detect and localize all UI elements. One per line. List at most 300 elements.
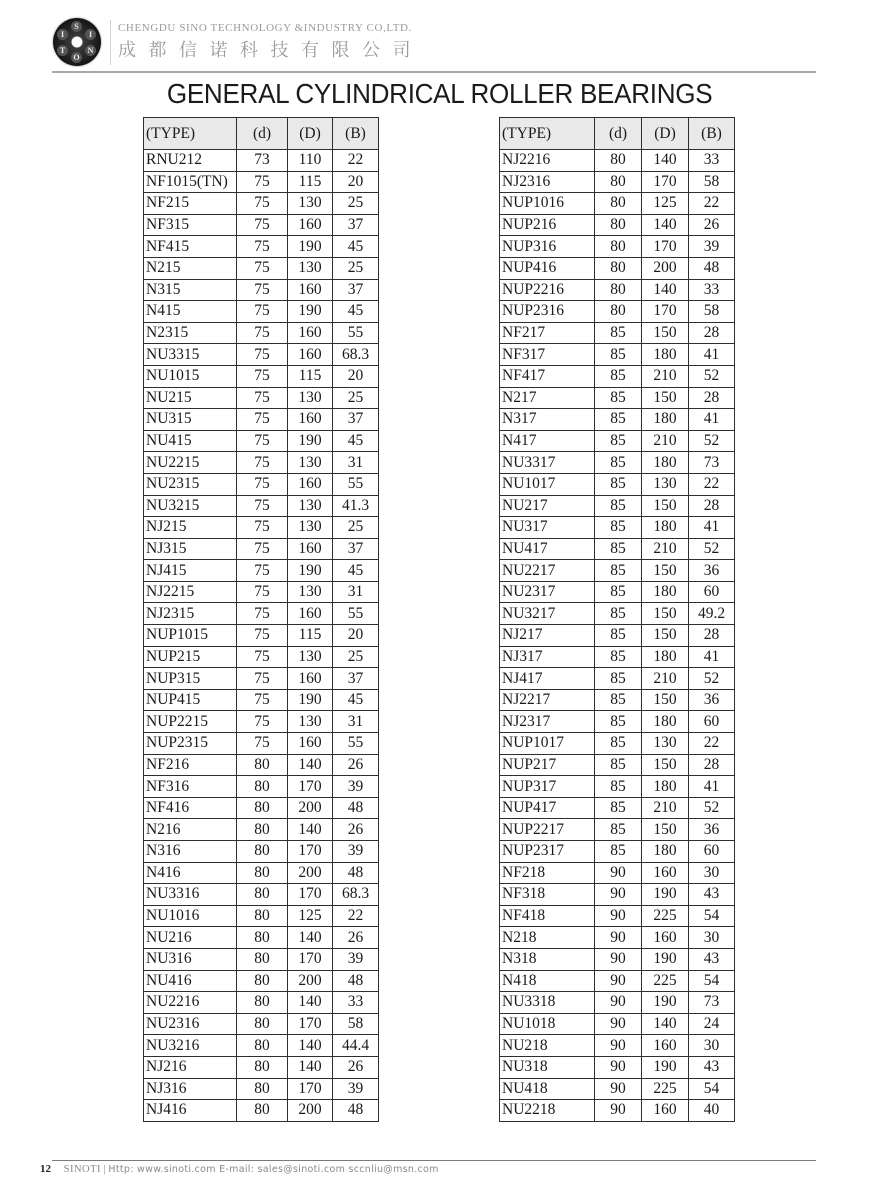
cell-type: NF1015(TN) bbox=[144, 171, 237, 193]
table-row bbox=[144, 214, 379, 236]
cell-width: 45 bbox=[333, 236, 379, 258]
cell-type: NUP1015 bbox=[144, 625, 237, 647]
cell-inner-diameter: 80 bbox=[595, 301, 642, 323]
table-row bbox=[500, 257, 735, 279]
table-row bbox=[500, 1013, 735, 1035]
cell-inner-diameter: 85 bbox=[595, 560, 642, 582]
cell-outer-diameter: 130 bbox=[288, 257, 333, 279]
cell-width: 73 bbox=[689, 452, 735, 474]
table-row bbox=[500, 193, 735, 215]
cell-type: NU215 bbox=[144, 387, 237, 409]
table-row bbox=[144, 581, 379, 603]
table-row bbox=[500, 430, 735, 452]
cell-outer-diameter: 160 bbox=[288, 668, 333, 690]
cell-inner-diameter: 85 bbox=[595, 776, 642, 798]
cell-outer-diameter: 150 bbox=[642, 603, 689, 625]
cell-inner-diameter: 75 bbox=[237, 560, 288, 582]
cell-type: NU2316 bbox=[144, 1013, 237, 1035]
logo-ball: S bbox=[71, 21, 82, 32]
table-row bbox=[144, 927, 379, 949]
cell-type: N2315 bbox=[144, 322, 237, 344]
cell-inner-diameter: 75 bbox=[237, 214, 288, 236]
cell-width: 41 bbox=[689, 409, 735, 431]
column-header-width: (B) bbox=[689, 118, 735, 150]
cell-width: 36 bbox=[689, 689, 735, 711]
table-row bbox=[500, 409, 735, 431]
cell-inner-diameter: 85 bbox=[595, 409, 642, 431]
cell-width: 58 bbox=[689, 171, 735, 193]
cell-type: NJ417 bbox=[500, 668, 595, 690]
cell-width: 28 bbox=[689, 625, 735, 647]
cell-type: NJ315 bbox=[144, 538, 237, 560]
cell-width: 55 bbox=[333, 603, 379, 625]
cell-outer-diameter: 160 bbox=[288, 473, 333, 495]
cell-inner-diameter: 75 bbox=[237, 603, 288, 625]
cell-inner-diameter: 85 bbox=[595, 625, 642, 647]
cell-outer-diameter: 160 bbox=[642, 1100, 689, 1122]
cell-inner-diameter: 80 bbox=[595, 214, 642, 236]
cell-inner-diameter: 85 bbox=[595, 344, 642, 366]
cell-width: 48 bbox=[333, 970, 379, 992]
table-row bbox=[500, 884, 735, 906]
page-title: GENERAL CYLINDRICAL ROLLER BEARINGS bbox=[166, 78, 713, 109]
column-header-width: (B) bbox=[333, 118, 379, 150]
cell-outer-diameter: 140 bbox=[288, 1056, 333, 1078]
cell-type: NF318 bbox=[500, 884, 595, 906]
cell-outer-diameter: 200 bbox=[288, 1100, 333, 1122]
table-row bbox=[144, 646, 379, 668]
cell-width: 48 bbox=[333, 862, 379, 884]
cell-outer-diameter: 200 bbox=[642, 257, 689, 279]
cell-inner-diameter: 80 bbox=[595, 236, 642, 258]
cell-outer-diameter: 140 bbox=[288, 754, 333, 776]
cell-width: 20 bbox=[333, 625, 379, 647]
cell-type: NU3216 bbox=[144, 1035, 237, 1057]
cell-width: 52 bbox=[689, 668, 735, 690]
cell-inner-diameter: 75 bbox=[237, 711, 288, 733]
cell-width: 45 bbox=[333, 430, 379, 452]
cell-width: 22 bbox=[689, 473, 735, 495]
logo-ball: I bbox=[57, 29, 68, 40]
table-row bbox=[144, 1100, 379, 1122]
cell-type: NU3315 bbox=[144, 344, 237, 366]
table-row bbox=[500, 754, 735, 776]
cell-width: 31 bbox=[333, 452, 379, 474]
cell-inner-diameter: 90 bbox=[595, 1056, 642, 1078]
cell-width: 36 bbox=[689, 560, 735, 582]
cell-type: NU216 bbox=[144, 927, 237, 949]
cell-inner-diameter: 85 bbox=[595, 646, 642, 668]
cell-type: NF316 bbox=[144, 776, 237, 798]
cell-type: NF317 bbox=[500, 344, 595, 366]
cell-outer-diameter: 190 bbox=[642, 992, 689, 1014]
cell-width: 52 bbox=[689, 538, 735, 560]
cell-type: NU416 bbox=[144, 970, 237, 992]
cell-type: NU1018 bbox=[500, 1013, 595, 1035]
cell-inner-diameter: 75 bbox=[237, 236, 288, 258]
cell-inner-diameter: 85 bbox=[595, 841, 642, 863]
cell-inner-diameter: 85 bbox=[595, 733, 642, 755]
cell-type: NU2218 bbox=[500, 1100, 595, 1122]
cell-inner-diameter: 75 bbox=[237, 646, 288, 668]
column-header-type: (TYPE) bbox=[144, 118, 237, 150]
cell-width: 37 bbox=[333, 279, 379, 301]
cell-width: 33 bbox=[333, 992, 379, 1014]
table-row bbox=[500, 1100, 735, 1122]
cell-type: NJ215 bbox=[144, 517, 237, 539]
cell-outer-diameter: 180 bbox=[642, 452, 689, 474]
cell-outer-diameter: 190 bbox=[288, 236, 333, 258]
column-header-inner-diameter: (d) bbox=[595, 118, 642, 150]
cell-type: NJ2216 bbox=[500, 150, 595, 172]
cell-width: 45 bbox=[333, 689, 379, 711]
cell-inner-diameter: 80 bbox=[237, 1100, 288, 1122]
cell-inner-diameter: 90 bbox=[595, 992, 642, 1014]
cell-type: N216 bbox=[144, 819, 237, 841]
cell-inner-diameter: 85 bbox=[595, 754, 642, 776]
cell-outer-diameter: 140 bbox=[288, 819, 333, 841]
cell-type: NF418 bbox=[500, 905, 595, 927]
table-row bbox=[500, 495, 735, 517]
cell-inner-diameter: 80 bbox=[237, 1013, 288, 1035]
column-header-type: (TYPE) bbox=[500, 118, 595, 150]
cell-width: 54 bbox=[689, 905, 735, 927]
cell-type: NUP416 bbox=[500, 257, 595, 279]
cell-type: RNU212 bbox=[144, 150, 237, 172]
cell-type: N218 bbox=[500, 927, 595, 949]
cell-outer-diameter: 210 bbox=[642, 668, 689, 690]
cell-outer-diameter: 140 bbox=[288, 992, 333, 1014]
table-row bbox=[500, 948, 735, 970]
cell-width: 20 bbox=[333, 365, 379, 387]
cell-outer-diameter: 170 bbox=[288, 841, 333, 863]
table-row bbox=[144, 992, 379, 1014]
table-row bbox=[500, 365, 735, 387]
cell-outer-diameter: 180 bbox=[642, 581, 689, 603]
cell-inner-diameter: 90 bbox=[595, 1035, 642, 1057]
cell-width: 39 bbox=[333, 948, 379, 970]
cell-width: 28 bbox=[689, 322, 735, 344]
cell-width: 25 bbox=[333, 257, 379, 279]
cell-type: NJ317 bbox=[500, 646, 595, 668]
cell-outer-diameter: 210 bbox=[642, 365, 689, 387]
cell-type: NF415 bbox=[144, 236, 237, 258]
table-row bbox=[500, 711, 735, 733]
cell-type: NU217 bbox=[500, 495, 595, 517]
cell-type: NU415 bbox=[144, 430, 237, 452]
cell-type: NJ2217 bbox=[500, 689, 595, 711]
cell-width: 39 bbox=[333, 776, 379, 798]
table-row bbox=[144, 711, 379, 733]
table-row bbox=[144, 171, 379, 193]
cell-outer-diameter: 160 bbox=[642, 862, 689, 884]
company-name-chinese: 成都信诺科技有限公司 bbox=[118, 40, 423, 61]
cell-width: 60 bbox=[689, 581, 735, 603]
table-row bbox=[144, 1035, 379, 1057]
cell-type: NUP215 bbox=[144, 646, 237, 668]
cell-outer-diameter: 180 bbox=[642, 409, 689, 431]
table-row bbox=[500, 344, 735, 366]
cell-inner-diameter: 80 bbox=[237, 927, 288, 949]
cell-outer-diameter: 200 bbox=[288, 797, 333, 819]
cell-inner-diameter: 85 bbox=[595, 430, 642, 452]
cell-outer-diameter: 180 bbox=[642, 776, 689, 798]
cell-type: NJ216 bbox=[144, 1056, 237, 1078]
table-header-row bbox=[144, 118, 379, 150]
table-row bbox=[144, 257, 379, 279]
cell-inner-diameter: 85 bbox=[595, 711, 642, 733]
cell-outer-diameter: 190 bbox=[288, 430, 333, 452]
cell-outer-diameter: 160 bbox=[288, 344, 333, 366]
cell-type: NJ316 bbox=[144, 1078, 237, 1100]
cell-width: 30 bbox=[689, 862, 735, 884]
cell-inner-diameter: 85 bbox=[595, 538, 642, 560]
cell-type: NF217 bbox=[500, 322, 595, 344]
cell-inner-diameter: 90 bbox=[595, 862, 642, 884]
cell-width: 52 bbox=[689, 430, 735, 452]
cell-outer-diameter: 150 bbox=[642, 754, 689, 776]
cell-outer-diameter: 170 bbox=[288, 1078, 333, 1100]
cell-inner-diameter: 75 bbox=[237, 344, 288, 366]
cell-type: NJ2315 bbox=[144, 603, 237, 625]
table-row bbox=[144, 560, 379, 582]
cell-inner-diameter: 80 bbox=[237, 1056, 288, 1078]
cell-type: NU3215 bbox=[144, 495, 237, 517]
cell-outer-diameter: 150 bbox=[642, 689, 689, 711]
cell-outer-diameter: 200 bbox=[288, 862, 333, 884]
cell-inner-diameter: 80 bbox=[237, 948, 288, 970]
table-row bbox=[144, 1056, 379, 1078]
cell-outer-diameter: 130 bbox=[288, 517, 333, 539]
cell-width: 73 bbox=[689, 992, 735, 1014]
cell-width: 55 bbox=[333, 322, 379, 344]
cell-inner-diameter: 80 bbox=[595, 150, 642, 172]
cell-inner-diameter: 90 bbox=[595, 970, 642, 992]
cell-type: NU3217 bbox=[500, 603, 595, 625]
table-row bbox=[500, 387, 735, 409]
table-row bbox=[144, 150, 379, 172]
cell-width: 24 bbox=[689, 1013, 735, 1035]
cell-type: NU3317 bbox=[500, 452, 595, 474]
table-row bbox=[500, 171, 735, 193]
table-row bbox=[500, 603, 735, 625]
cell-type: N418 bbox=[500, 970, 595, 992]
cell-outer-diameter: 140 bbox=[642, 279, 689, 301]
cell-width: 28 bbox=[689, 387, 735, 409]
cell-width: 41 bbox=[689, 646, 735, 668]
cell-outer-diameter: 190 bbox=[642, 1056, 689, 1078]
cell-inner-diameter: 85 bbox=[595, 365, 642, 387]
table-row bbox=[144, 430, 379, 452]
table-row bbox=[500, 776, 735, 798]
cell-outer-diameter: 115 bbox=[288, 625, 333, 647]
cell-outer-diameter: 190 bbox=[288, 689, 333, 711]
cell-width: 20 bbox=[333, 171, 379, 193]
table-row bbox=[500, 1078, 735, 1100]
cell-inner-diameter: 75 bbox=[237, 538, 288, 560]
cell-outer-diameter: 140 bbox=[642, 214, 689, 236]
logo-ball: N bbox=[85, 45, 96, 56]
page-number: 12 bbox=[40, 1163, 51, 1175]
cell-inner-diameter: 75 bbox=[237, 473, 288, 495]
table-row bbox=[144, 452, 379, 474]
cell-outer-diameter: 150 bbox=[642, 322, 689, 344]
cell-inner-diameter: 80 bbox=[237, 884, 288, 906]
table-row bbox=[500, 927, 735, 949]
cell-width: 39 bbox=[333, 1078, 379, 1100]
cell-inner-diameter: 75 bbox=[237, 668, 288, 690]
logo-ball: T bbox=[57, 45, 68, 56]
cell-outer-diameter: 160 bbox=[288, 279, 333, 301]
cell-outer-diameter: 190 bbox=[288, 301, 333, 323]
cell-outer-diameter: 125 bbox=[288, 905, 333, 927]
cell-width: 40 bbox=[689, 1100, 735, 1122]
cell-width: 43 bbox=[689, 1056, 735, 1078]
cell-inner-diameter: 90 bbox=[595, 905, 642, 927]
cell-inner-diameter: 80 bbox=[595, 279, 642, 301]
cell-type: NUP417 bbox=[500, 797, 595, 819]
cell-inner-diameter: 75 bbox=[237, 430, 288, 452]
cell-type: NF215 bbox=[144, 193, 237, 215]
table-row bbox=[500, 797, 735, 819]
company-logo bbox=[53, 18, 101, 66]
cell-width: 28 bbox=[689, 754, 735, 776]
cell-width: 33 bbox=[689, 279, 735, 301]
cell-width: 60 bbox=[689, 841, 735, 863]
table-row bbox=[144, 948, 379, 970]
cell-type: NU318 bbox=[500, 1056, 595, 1078]
cell-width: 37 bbox=[333, 668, 379, 690]
table-row bbox=[144, 754, 379, 776]
cell-width: 58 bbox=[333, 1013, 379, 1035]
cell-inner-diameter: 75 bbox=[237, 452, 288, 474]
table-row bbox=[500, 322, 735, 344]
cell-inner-diameter: 80 bbox=[237, 905, 288, 927]
cell-outer-diameter: 190 bbox=[642, 948, 689, 970]
table-row bbox=[144, 884, 379, 906]
cell-type: N215 bbox=[144, 257, 237, 279]
table-row bbox=[144, 603, 379, 625]
cell-width: 41 bbox=[689, 517, 735, 539]
cell-type: NUP1017 bbox=[500, 733, 595, 755]
table-row bbox=[144, 819, 379, 841]
cell-width: 68.3 bbox=[333, 884, 379, 906]
cell-width: 22 bbox=[333, 905, 379, 927]
cell-width: 48 bbox=[689, 257, 735, 279]
cell-outer-diameter: 150 bbox=[642, 560, 689, 582]
cell-type: N315 bbox=[144, 279, 237, 301]
cell-outer-diameter: 130 bbox=[288, 387, 333, 409]
cell-width: 45 bbox=[333, 560, 379, 582]
cell-outer-diameter: 140 bbox=[288, 1035, 333, 1057]
cell-width: 25 bbox=[333, 517, 379, 539]
cell-type: NU2215 bbox=[144, 452, 237, 474]
cell-width: 25 bbox=[333, 193, 379, 215]
table-row bbox=[144, 193, 379, 215]
cell-inner-diameter: 85 bbox=[595, 668, 642, 690]
cell-inner-diameter: 85 bbox=[595, 689, 642, 711]
cell-width: 55 bbox=[333, 473, 379, 495]
cell-outer-diameter: 170 bbox=[642, 236, 689, 258]
cell-width: 22 bbox=[689, 193, 735, 215]
cell-inner-diameter: 85 bbox=[595, 322, 642, 344]
cell-inner-diameter: 85 bbox=[595, 495, 642, 517]
cell-inner-diameter: 80 bbox=[237, 992, 288, 1014]
cell-width: 37 bbox=[333, 409, 379, 431]
table-row bbox=[500, 1056, 735, 1078]
cell-inner-diameter: 80 bbox=[237, 1035, 288, 1057]
table-row bbox=[500, 517, 735, 539]
cell-type: NU315 bbox=[144, 409, 237, 431]
table-row bbox=[144, 538, 379, 560]
cell-outer-diameter: 180 bbox=[642, 646, 689, 668]
table-row bbox=[500, 646, 735, 668]
cell-outer-diameter: 170 bbox=[642, 301, 689, 323]
cell-inner-diameter: 75 bbox=[237, 409, 288, 431]
cell-outer-diameter: 160 bbox=[288, 214, 333, 236]
cell-inner-diameter: 85 bbox=[595, 603, 642, 625]
table-row bbox=[144, 905, 379, 927]
cell-inner-diameter: 75 bbox=[237, 193, 288, 215]
logo-ball: O bbox=[71, 52, 82, 63]
cell-type: NUP217 bbox=[500, 754, 595, 776]
cell-inner-diameter: 80 bbox=[595, 257, 642, 279]
cell-width: 39 bbox=[689, 236, 735, 258]
cell-type: NU2315 bbox=[144, 473, 237, 495]
table-row bbox=[500, 214, 735, 236]
cell-width: 54 bbox=[689, 970, 735, 992]
cell-outer-diameter: 180 bbox=[642, 517, 689, 539]
cell-outer-diameter: 150 bbox=[642, 387, 689, 409]
table-row bbox=[500, 1035, 735, 1057]
cell-type: N417 bbox=[500, 430, 595, 452]
cell-width: 37 bbox=[333, 538, 379, 560]
cell-width: 39 bbox=[333, 841, 379, 863]
cell-inner-diameter: 90 bbox=[595, 884, 642, 906]
cell-outer-diameter: 150 bbox=[642, 495, 689, 517]
cell-type: NUP216 bbox=[500, 214, 595, 236]
cell-inner-diameter: 75 bbox=[237, 689, 288, 711]
logo-ball: I bbox=[85, 29, 96, 40]
cell-outer-diameter: 130 bbox=[288, 193, 333, 215]
cell-inner-diameter: 80 bbox=[237, 841, 288, 863]
cell-type: NU417 bbox=[500, 538, 595, 560]
cell-width: 33 bbox=[689, 150, 735, 172]
cell-width: 22 bbox=[689, 733, 735, 755]
cell-inner-diameter: 85 bbox=[595, 452, 642, 474]
cell-outer-diameter: 140 bbox=[642, 150, 689, 172]
cell-width: 26 bbox=[689, 214, 735, 236]
cell-inner-diameter: 80 bbox=[237, 797, 288, 819]
cell-outer-diameter: 170 bbox=[288, 1013, 333, 1035]
cell-inner-diameter: 80 bbox=[595, 171, 642, 193]
cell-inner-diameter: 75 bbox=[237, 279, 288, 301]
cell-width: 52 bbox=[689, 797, 735, 819]
bearing-table-right bbox=[499, 117, 735, 1122]
table-row bbox=[500, 581, 735, 603]
cell-width: 28 bbox=[689, 495, 735, 517]
cell-inner-diameter: 85 bbox=[595, 819, 642, 841]
table-row bbox=[500, 473, 735, 495]
table-row bbox=[144, 387, 379, 409]
cell-width: 26 bbox=[333, 754, 379, 776]
cell-type: NU3316 bbox=[144, 884, 237, 906]
cell-outer-diameter: 160 bbox=[642, 1035, 689, 1057]
cell-width: 41.3 bbox=[333, 495, 379, 517]
header-divider bbox=[52, 71, 816, 73]
cell-outer-diameter: 160 bbox=[288, 733, 333, 755]
cell-width: 44.4 bbox=[333, 1035, 379, 1057]
